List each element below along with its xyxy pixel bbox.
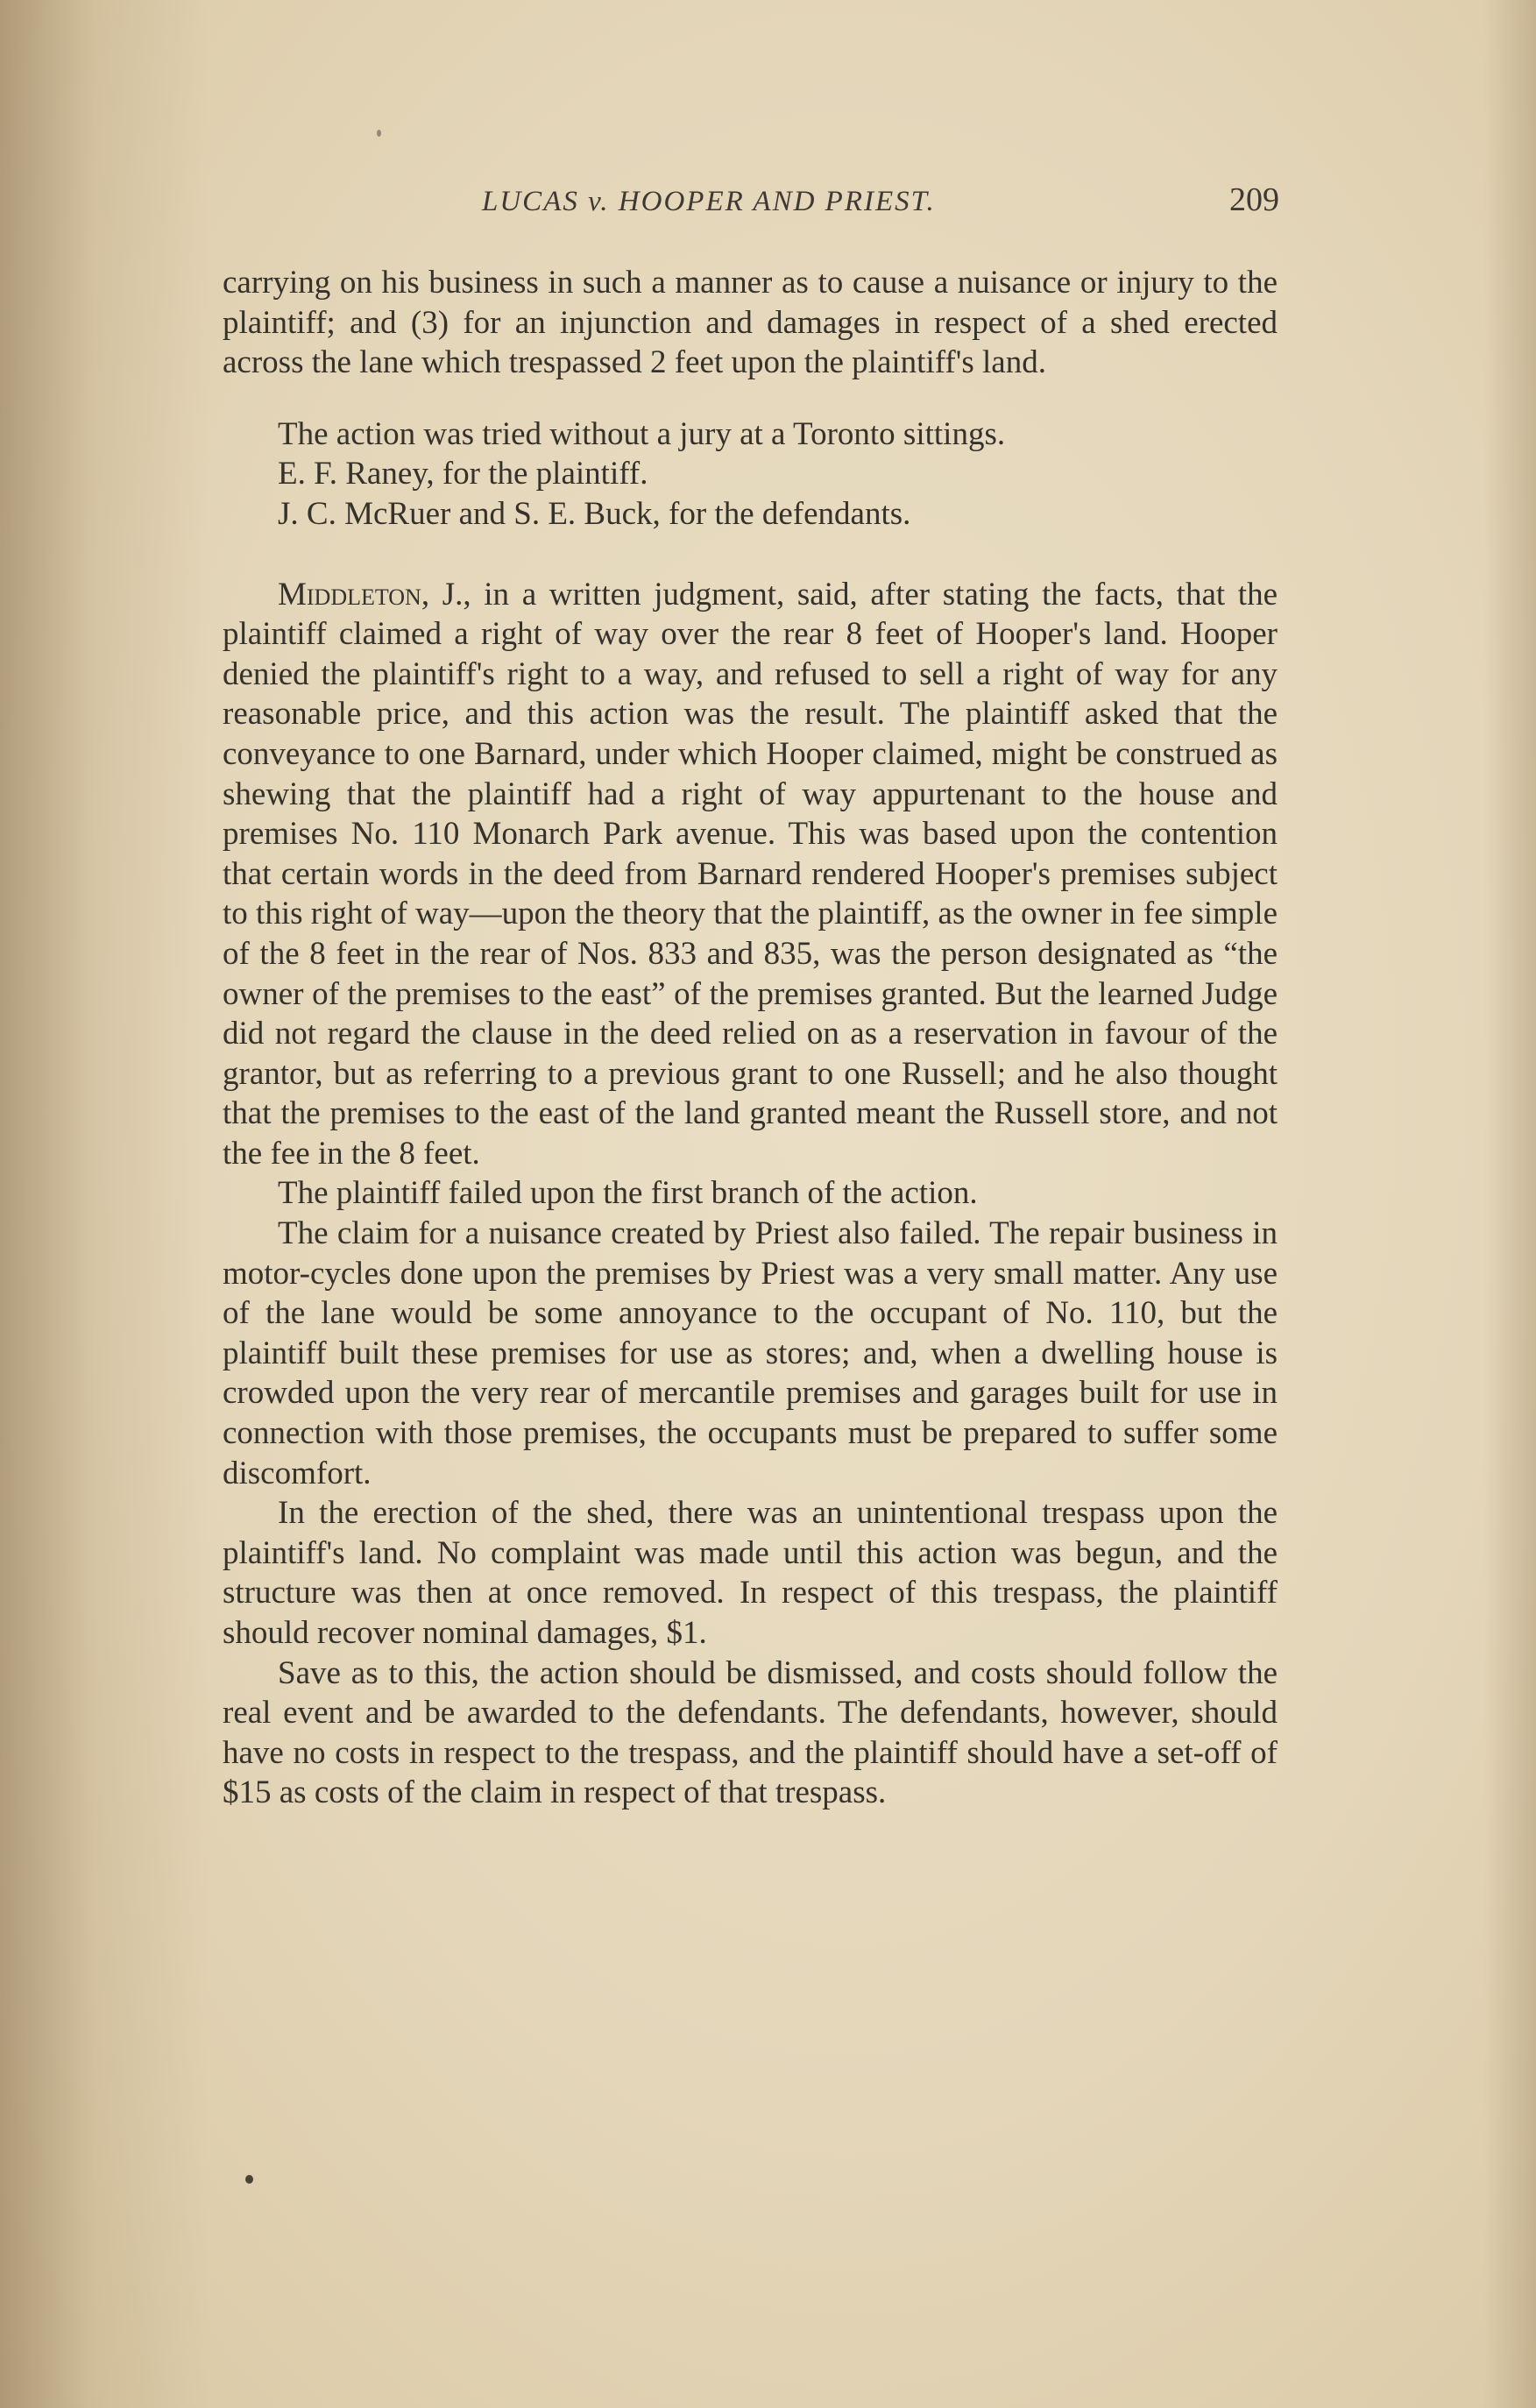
- body-text: [223, 263, 1278, 1813]
- page-edge-shadow: [1483, 0, 1536, 2408]
- paragraph-counsel-plaintiff: E. F. Raney, for the plaintiff.: [278, 456, 648, 492]
- paragraph-claims: carrying on his business in such a manner as to cause a nuisance or injury to the plaintiff; and (3) for an injunction and damages in respect of a shed erected across the lane which trespassed 2 feet upon the plaintiff's land.: [223, 265, 1278, 381]
- paragraph-judgment: [223, 575, 1278, 1174]
- paragraph-counsel-defendants: J. C. McRuer and S. E. Buck, for the defendants.: [278, 495, 911, 532]
- running-head: LUCAS v. HOOPER AND PRIEST.: [482, 186, 936, 217]
- ink-speck: [377, 130, 381, 137]
- paragraph-first-branch: The plaintiff failed upon the first branch of the action.: [278, 1175, 978, 1212]
- paragraph-trial: The action was tried without a jury at a Toronto sittings.: [278, 415, 1006, 452]
- paragraph-costs: Save as to this, the action should be dismissed, and costs should follow the real event and be awarded to the defendants. The defendants, however, should have no costs in respect to the trespass, and the plaintiff should have a set-off of $15 as costs of the claim in respect of that trespass.: [223, 1654, 1278, 1811]
- paragraph-nuisance: The claim for a nuisance created by Priest also failed. The repair business in motor-cycles done upon the premises by Priest was a very small matter. Any use of the lane would be some annoyance to the occupant of No. 110, but the plaintiff built these premises for use as stores; and, when a dwelling house is crowded upon the very rear of mercantile premises and garages built for use in connection with those premises, the occupants must be prepared to suffer some discomfort.: [223, 1215, 1278, 1491]
- spacer: [223, 535, 1278, 575]
- page-number: 209: [1229, 181, 1279, 218]
- judgment-text: , J., in a written judgment, said, after stating the facts, that the plaintiff claimed a right of way over the rear 8 feet of Hooper's land. Hooper denied the plaintiff's right to a way, and refused to sell a right of way for any reasonable price, and this action was the result. The plaintiff asked that the conveyance to one Barnard, under which Hooper claimed, might be construed as shewing that the plaintiff had a right of way appurtenant to the house and premises No. 110 Monarch Park avenue. This was based upon the contention that certain words in the deed from Barnard rendered Hooper's premises subject to this right of way—upon the theory that the plaintiff, as the owner in fee simple of the 8 feet in the rear of Nos. 833 and 835, was the person designated as “the owner of the premises to the east” of the premises granted. But the learned Judge did not regard the clause in the deed relied on as a reservation in favour of the grantor, but as referring to a previous grant to one Russell; and he also thought that the premises to the east of the land granted meant the Russell store, and not the fee in the 8 feet.: [223, 576, 1278, 1172]
- spine-shadow: [0, 0, 210, 2408]
- paragraph-trespass: In the erection of the shed, there was an unintentional trespass upon the plaintiff's land. No complaint was made until this action was begun, and the structure was then at once removed. In respect of this trespass, the plaintiff should recover nominal damages, $1.: [223, 1495, 1278, 1651]
- ink-speck: [245, 2175, 253, 2184]
- judge-name: Middleton: [278, 576, 421, 613]
- page-header: [219, 181, 1279, 226]
- spacer: [223, 383, 1278, 414]
